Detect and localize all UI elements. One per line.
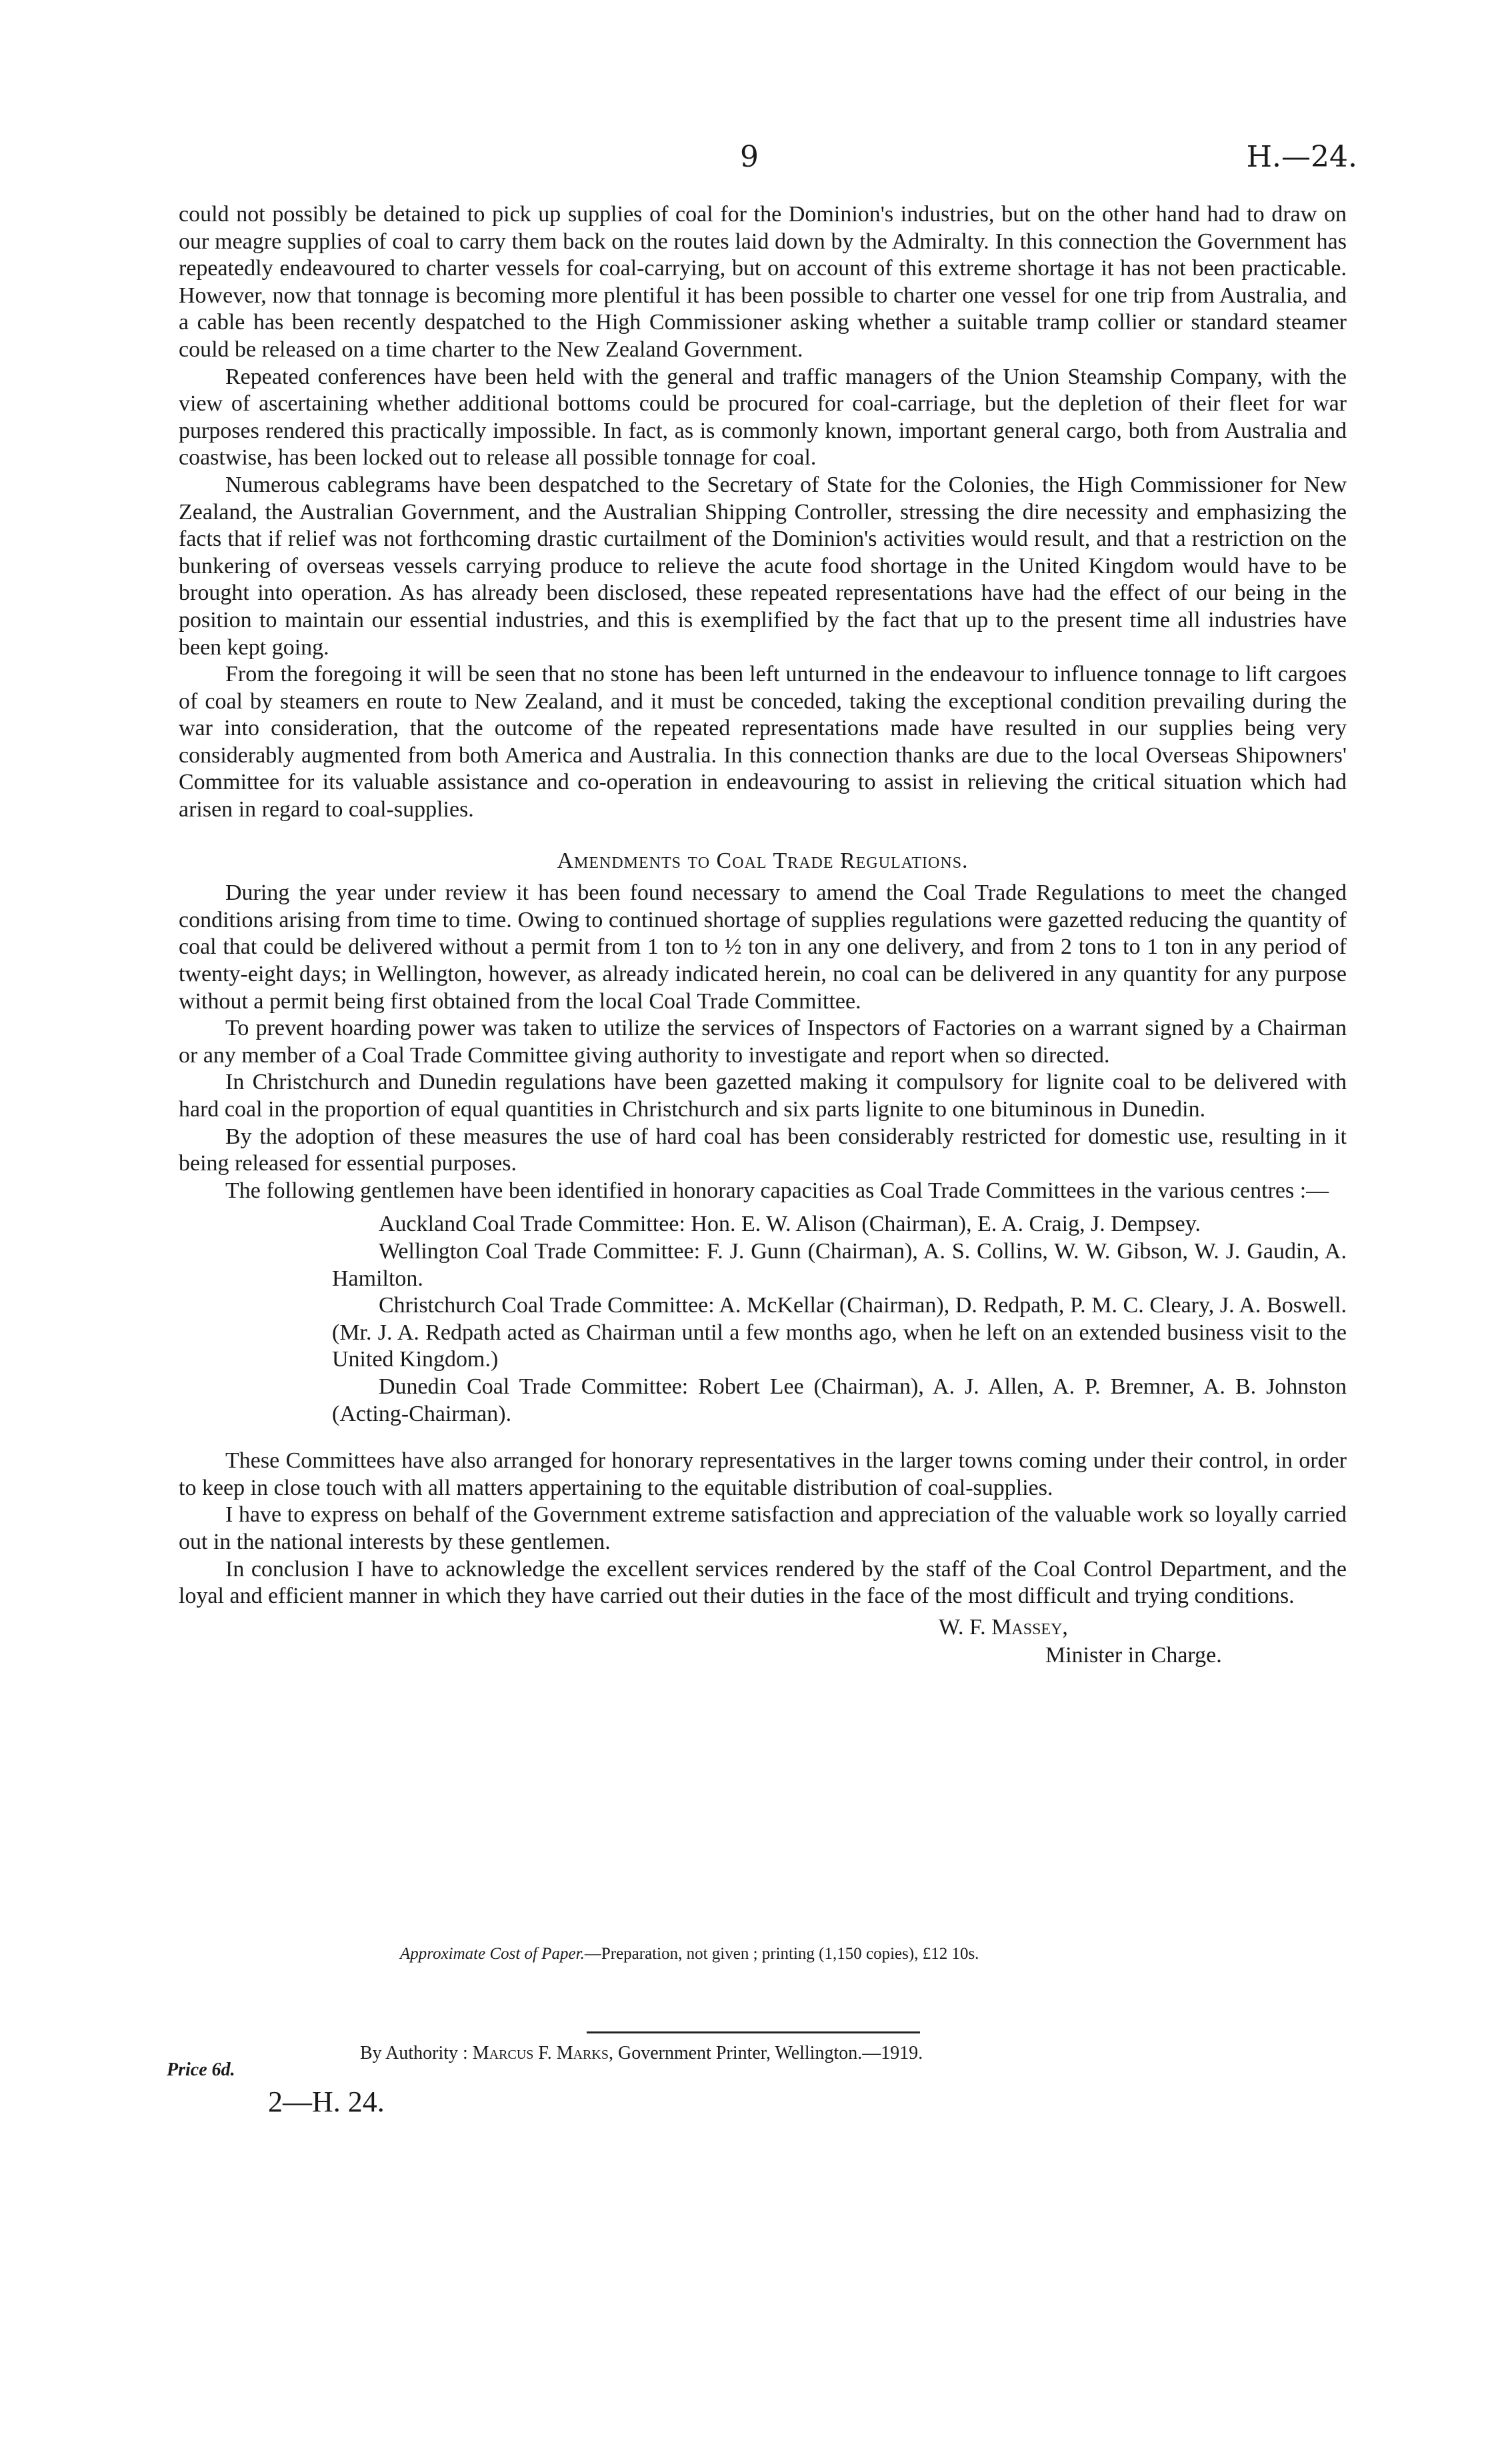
paragraph: In conclusion I have to acknowledge the excellent services rendered by the staff of the Coal Control Department, and the loyal and efficient manner in which they have carried out their duties in the face of the most difficult and trying conditions. [179,1556,1347,1609]
paragraph: During the year under review it has been found necessary to amend the Coal Trade Regulations to meet the changed conditions arising from time to time. Owing to continued shortage of supplies regulations were gazetted reducing the quantity of coal that could be delivered without a permit from 1 ton to ½ ton in any one delivery, and from 2 tons to 1 ton in any period of twenty-eight days; in Wellington, however, as already indicated herein, no coal can be delivered in any quantity for any purpose without a permit being first obtained from the local Coal Trade Committee. [179,880,1347,1014]
paragraph: The following gentlemen have been identified in honorary capacities as Coal Trade Committees in the various centres :— [225,1178,1329,1203]
cost-note [400,1945,979,1963]
body-text [179,201,1347,1674]
committee-entry: Wellington Coal Trade Committee: F. J. Gunn (Chairman), A. S. Collins, W. W. Gibson, W. J. Gaudin, A. Hamilton. [332,1238,1347,1291]
cost-label: Approximate Cost of Paper. [400,1945,585,1963]
paragraph: I have to express on behalf of the Government extreme satisfaction and appreciation of the valuable work so loyally carried out in the national interests by these gentlemen. [179,1502,1347,1554]
paragraph: In Christchurch and Dunedin regulations have been gazetted making it compulsory for lignite coal to be delivered with hard coal in the proportion of equal quantities in Christchurch and six parts lignite to one bituminous in Dunedin. [179,1070,1347,1122]
paragraph: To prevent hoarding power was taken to utilize the services of Inspectors of Factories on a warrant signed by a Chairman or any member of a Coal Trade Committee giving authority to investigate and report when so directed. [179,1016,1347,1068]
document-reference: H.—24. [1246,140,1357,174]
paragraph: These Committees have also arranged for honorary representatives in the larger towns coming under their control, in order to keep in close touch with all matters appertaining to the equitable distribution of coal-supplies. [179,1448,1347,1500]
paragraph: From the foregoing it will be seen that no stone has been left unturned in the endeavour to influence tonnage to lift cargoes of coal by steamers en route to New Zealand, and it must be conceded, taking the exceptional condition prevailing during the war into consideration, that the outcome of the repeated representations made have resulted in our supplies being very considerably augmented from both America and Australia. In this connection thanks are due to the local Overseas Shipowners' Committee for its valuable assistance and co-operation in endeavouring to assist in relieving the critical situation which had arisen in regard to coal-supplies. [179,662,1347,822]
section-heading: Amendments to Coal Trade Regulations. [557,848,969,873]
committee-entry: Auckland Coal Trade Committee: Hon. E. W. Alison (Chairman), E. A. Craig, J. Dempsey. [379,1212,1201,1237]
authority-suffix: Government Printer, Wellington.—1919. [617,2043,923,2063]
paragraph: Repeated conferences have been held with the general and traffic managers of the Union Steamship Company, with the view of ascertaining whether additional bottoms could be procured for coal-carriage, but the depletion of their fleet for war purposes rendered this practically impossible. In fact, as is commonly known, important general cargo, both from Australia and coastwise, has been locked out to release all possible tonnage for coal. [179,364,1347,471]
page-number: 9 [740,140,759,174]
divider-rule [587,2031,920,2033]
paragraph: could not possibly be detained to pick up supplies of coal for the Dominion's industries, but on the other hand had to draw on our meagre supplies of coal to carry them back on the routes laid down by the Admiralty. In this connection the Government has repeatedly endeavoured to charter vessels for coal-carrying, but on account of this extreme shortage it has not been practicable. However, now that tonnage is becoming more plentiful it has been possible to charter one vessel for one trip from Australia, and a cable has been recently despatched to the High Commissioner asking whether a suitable tramp collier or standard steamer could be released on a time charter to the New Zealand Government. [179,202,1347,362]
committee-entry: Christchurch Coal Trade Committee: A. McKellar (Chairman), D. Redpath, P. M. C. Cleary, J. A. Boswell. (Mr. J. A. Redpath acted as Chairman until a few months ago, when he left on an extended business visit to the United Kingdom.) [332,1293,1347,1372]
committee-entry: Dunedin Coal Trade Committee: Robert Lee (Chairman), A. J. Allen, A. P. Bremner, A. B. Johnston (Acting-Chairman). [332,1374,1347,1426]
signature-block [179,1614,1347,1674]
printer-name: Marcus F. Marks, [472,2043,613,2063]
authority-prefix: By Authority : [360,2043,468,2063]
price-label: Price 6d. [167,2059,235,2080]
document-stamp: 2—H. 24. [268,2085,385,2118]
paragraph: Numerous cablegrams have been despatched to the Secretary of State for the Colonies, the High Commissioner for New Zealand, the Australian Government, and the Australian Shipping Controller, stressing the dire necessity and emphasizing the facts that if relief was not forthcoming drastic curtailment of the Dominion's activities would result, and that a restriction on the bunkering of overseas vessels carrying produce to relieve the acute food shortage in the United Kingdom would have to be brought into operation. As has already been disclosed, these repeated representations have had the effect of our being in the position to maintain our essential industries, and this is exemplified by the fact that up to the present time all industries have been kept going. [179,472,1347,660]
committee-list [179,1211,1347,1428]
cost-text: —Preparation, not given ; printing (1,150 copies), £12 10s. [584,1945,979,1963]
printer-authority [360,2043,923,2064]
paragraph: By the adoption of these measures the use of hard coal has been considerably restricted for domestic use, resulting in it being released for essential purposes. [179,1124,1347,1176]
signatory-title: Minister in Charge. [1045,1642,1222,1668]
signatory-name: W. F. Massey, [939,1614,1068,1640]
